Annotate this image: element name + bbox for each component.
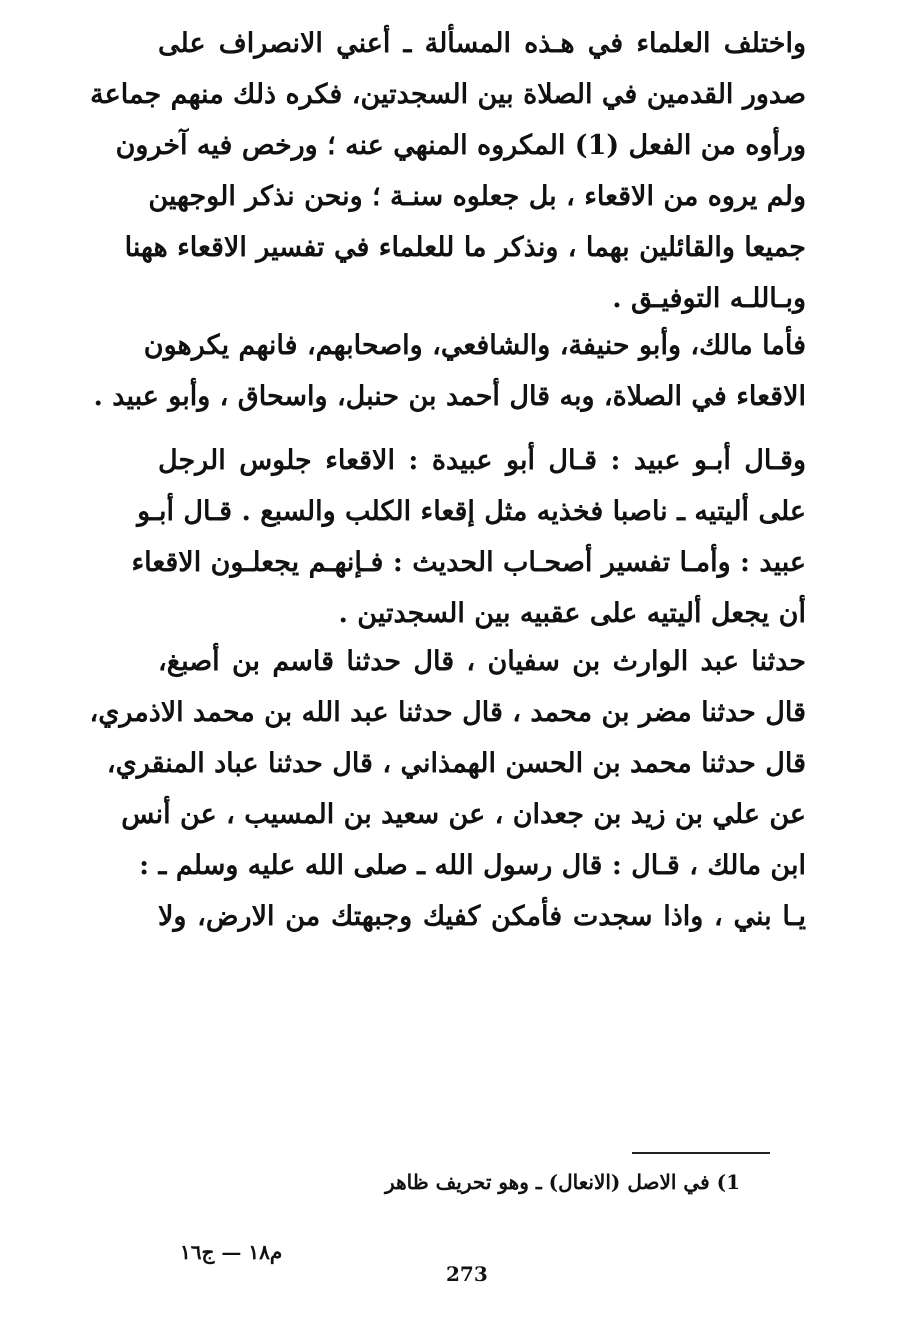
text-line: جميعا والقائلين بهما ، ونذكر ما للعلماء في تفسير الاقعاء ههنا xyxy=(124,232,806,263)
footnote-separator xyxy=(632,1152,770,1154)
text-line: ورأوه من الفعل (1) المكروه المنهي عنه ؛ ورخص فيه آخرون xyxy=(115,130,806,161)
text-line: يـا بني ، واذا سجدت فأمكن كفيك وجبهتك من الارض، ولا xyxy=(158,901,806,932)
text-line: قال حدثنا محمد بن الحسن الهمذاني ، قال حدثنا عباد المنقري، xyxy=(106,748,806,779)
paragraph-3 xyxy=(131,435,806,639)
text-line: فأما مالك، وأبو حنيفة، والشافعي، واصحابهم، فانهم يكرهون xyxy=(143,330,806,361)
page-number: 273 xyxy=(446,1262,488,1286)
text-line: واختلف العلماء في هـذه المسألة ـ أعني الانصراف على xyxy=(158,28,806,59)
text-line: الاقعاء في الصلاة، وبه قال أحمد بن حنبل، واسحاق ، وأبو عبيد . xyxy=(93,381,806,412)
text-line: ابن مالك ، قـال : قال رسول الله ـ صلى الله عليه وسلم ـ : xyxy=(139,850,806,881)
text-line: ولم يروه من الاقعاء ، بل جعلوه سنـة ؛ ونحن نذكر الوجهين xyxy=(148,181,806,212)
text-line: قال حدثنا مضر بن محمد ، قال حدثنا عبد الله بن محمد الاذمري، xyxy=(89,697,806,728)
paragraph-1 xyxy=(90,18,806,324)
paragraph-2 xyxy=(93,320,806,422)
text-line: على أليتيه ـ ناصبا فخذيه مثل إقعاء الكلب والسبع . قـال أبـو xyxy=(137,496,806,527)
text-line: عبيد : وأمـا تفسير أصحـاب الحديث : فـإنهـم يجعلـون الاقعاء xyxy=(131,547,806,578)
text-line: وقـال أبـو عبيد : قـال أبو عبيدة : الاقعاء جلوس الرجل xyxy=(158,445,806,476)
footnote: 1) في الاصل (الانعال) ـ وهو تحريف ظاهر xyxy=(385,1170,740,1194)
signature-mark: م١٨ — ج١٦ xyxy=(180,1240,283,1264)
text-line: صدور القدمين في الصلاة بين السجدتين، فكره ذلك منهم جماعة xyxy=(90,79,806,110)
text-line: حدثنا عبد الوارث بن سفيان ، قال حدثنا قاسم بن أصبغ، xyxy=(158,646,806,677)
text-line: وبـاللـه التوفيـق . xyxy=(612,283,806,314)
text-line: عن علي بن زيد بن جعدان ، عن سعيد بن المسيب ، عن أنس xyxy=(121,799,806,830)
paragraph-4 xyxy=(89,636,806,942)
text-line: أن يجعل أليتيه على عقبيه بين السجدتين . xyxy=(338,598,806,629)
